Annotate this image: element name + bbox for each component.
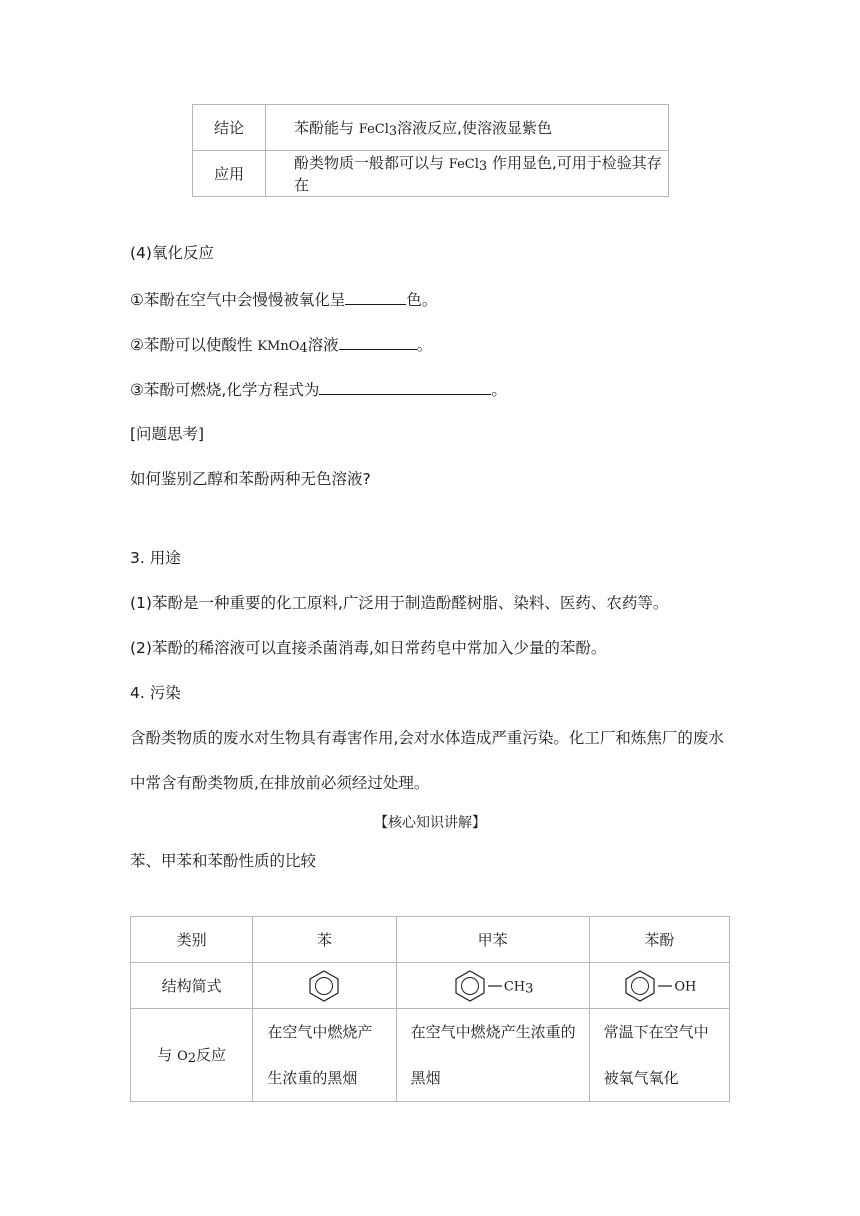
- question-label: [问题思考]: [130, 425, 205, 443]
- table-row: [193, 105, 669, 151]
- oxidation-item-3: ③苯酚可燃烧,化学方程式为 。: [130, 381, 507, 399]
- comparison-table: [130, 916, 730, 1102]
- header-benzene: 苯: [253, 917, 396, 963]
- benzene-ring-icon: [622, 969, 658, 1003]
- question-text: 如何鉴别乙醇和苯酚两种无色溶液?: [130, 470, 371, 488]
- row-label-conclusion: 结论: [193, 105, 266, 151]
- core-knowledge-title: 【核心知识讲解】: [374, 815, 486, 831]
- oxidation-item-2: ②苯酚可以使酸性 KMnO4溶液 。: [130, 336, 433, 356]
- fill-blank[interactable]: [319, 379, 491, 395]
- bond-line-icon: [488, 969, 504, 1003]
- phenol-structure: [589, 963, 729, 1009]
- table-row: [193, 151, 669, 197]
- structure-label: 结构简式: [131, 963, 253, 1009]
- table-row: [131, 1009, 730, 1102]
- benzene-ring-icon: [306, 969, 342, 1003]
- phenol-oxygen-reaction: 常温下在空气中被氧气氧化: [589, 1009, 729, 1102]
- oxidation-item-1: ①苯酚在空气中会慢慢被氧化呈 色。: [130, 291, 438, 309]
- header-phenol: 苯酚: [589, 917, 729, 963]
- benzene-structure: [253, 963, 396, 1009]
- row-label-application: 应用: [193, 151, 266, 197]
- uses-paragraph-2: (2)苯酚的稀溶液可以直接杀菌消毒,如日常药皂中常加入少量的苯酚。: [130, 639, 607, 657]
- oxygen-reaction-label: 与 O2反应: [131, 1009, 253, 1102]
- bond-line-icon: [658, 969, 674, 1003]
- fill-blank[interactable]: [339, 334, 417, 350]
- pollution-line-1: 含酚类物质的废水对生物具有毒害作用,会对水体造成严重污染。化工厂和炼焦厂的废水: [130, 729, 724, 747]
- row-content-application: 酚类物质一般都可以与 FeCl3 作用显色,可用于检验其存在: [266, 151, 669, 197]
- fill-blank[interactable]: [345, 289, 406, 305]
- comparison-title: 苯、甲苯和苯酚性质的比较: [130, 852, 317, 870]
- table-header-row: [131, 917, 730, 963]
- benzene-oxygen-reaction: 在空气中燃烧产生浓重的黑烟: [253, 1009, 396, 1102]
- oxidation-heading: (4)氧化反应: [130, 244, 214, 262]
- uses-paragraph-1: (1)苯酚是一种重要的化工原料,广泛用于制造酚醛树脂、染料、医药、农药等。: [130, 594, 669, 612]
- hydroxyl-group: OH: [674, 979, 697, 994]
- uses-heading: 3. 用途: [130, 549, 181, 567]
- table-row: [131, 963, 730, 1009]
- toluene-oxygen-reaction: 在空气中燃烧产生浓重的黑烟: [396, 1009, 589, 1102]
- header-category: 类别: [131, 917, 253, 963]
- pollution-line-2: 中常含有酚类物质,在排放前必须经过处理。: [130, 774, 430, 792]
- pollution-heading: 4. 污染: [130, 684, 181, 702]
- toluene-structure: CH3: [396, 963, 589, 1009]
- conclusion-application-table: [192, 104, 669, 197]
- header-toluene: 甲苯: [396, 917, 589, 963]
- row-content-conclusion: 苯酚能与 FeCl3溶液反应,使溶液显紫色: [266, 105, 669, 151]
- methyl-group: CH: [503, 979, 526, 994]
- benzene-ring-icon: [452, 969, 488, 1003]
